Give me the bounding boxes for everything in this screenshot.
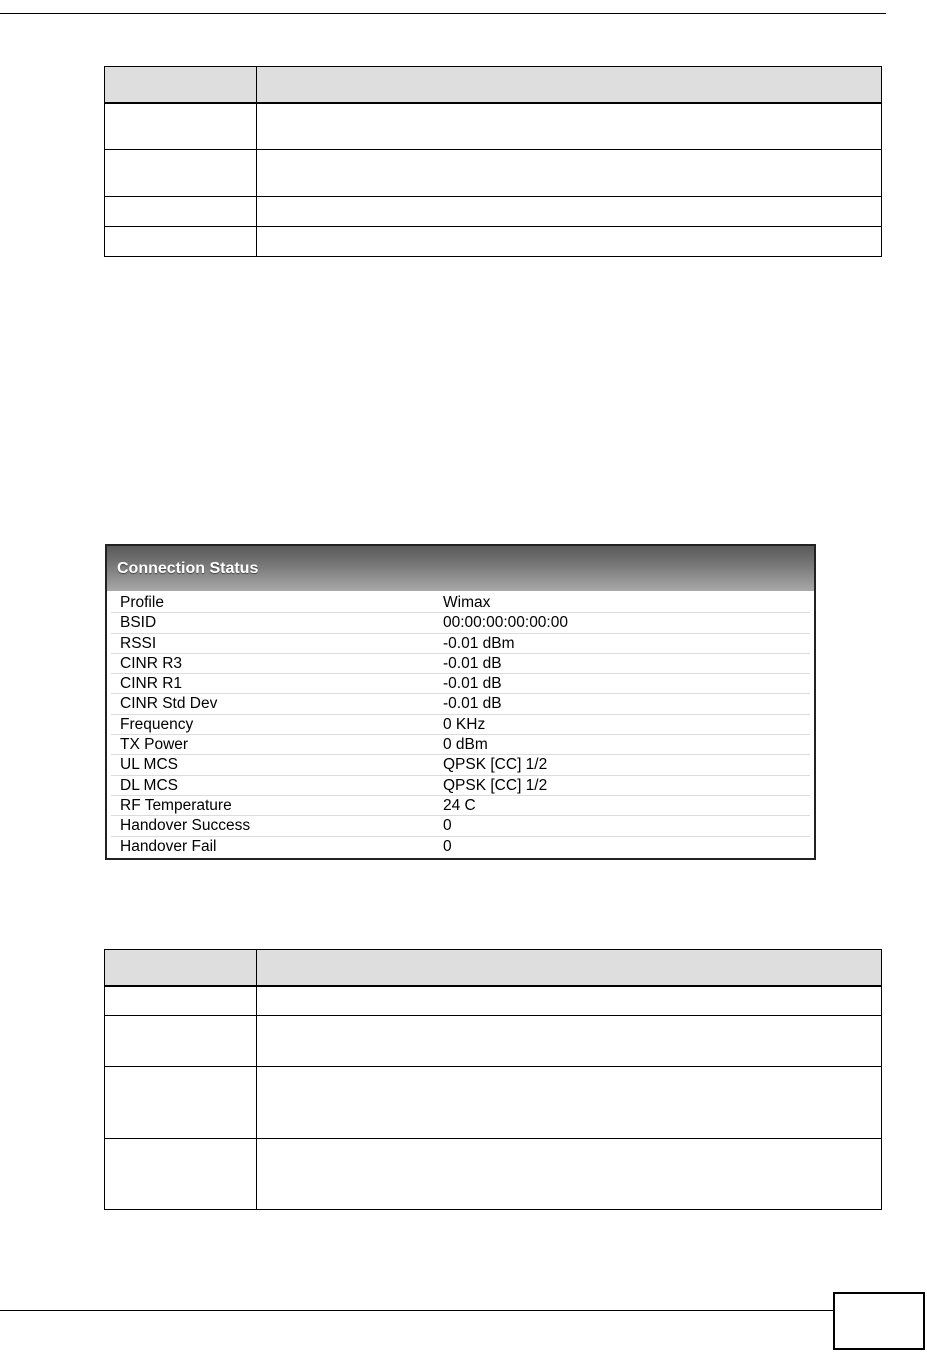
- table-row: [105, 1139, 882, 1210]
- status-label: Handover Fail: [120, 837, 217, 855]
- status-label: UL MCS: [120, 756, 178, 774]
- header-label: [105, 950, 257, 986]
- status-value: 0 KHz: [443, 715, 486, 733]
- table-cell: [105, 103, 257, 150]
- status-value: -0.01 dB: [443, 654, 502, 672]
- status-value: QPSK [CC] 1/2: [443, 776, 548, 794]
- table-row: [105, 150, 882, 197]
- status-list: [111, 593, 810, 857]
- status-label: CINR Std Dev: [120, 695, 218, 713]
- status-row-rf-temperature: [111, 796, 810, 816]
- status-label: BSID: [120, 614, 157, 632]
- footer-rule: [0, 1310, 834, 1311]
- table-cell: [257, 1067, 882, 1139]
- header-rule: [0, 13, 886, 14]
- table-cell: [257, 1139, 882, 1210]
- status-label: RF Temperature: [120, 796, 232, 814]
- status-row-cinr-std-dev: [111, 694, 810, 714]
- status-row-handover-fail: [111, 837, 810, 857]
- status-label: CINR R1: [120, 675, 183, 693]
- status-label: TX Power: [120, 736, 189, 754]
- table-header-row: [105, 950, 882, 986]
- connection-status-panel: [105, 544, 816, 860]
- table-cell: [105, 197, 257, 227]
- header-description: [257, 67, 882, 103]
- status-row-rssi: [111, 634, 810, 654]
- table-row: [105, 227, 882, 257]
- status-value: QPSK [CC] 1/2: [443, 756, 548, 774]
- status-value: 0: [443, 837, 452, 855]
- status-row-cinr-r3: [111, 654, 810, 674]
- header-description: [257, 950, 882, 986]
- table-header-row: [105, 67, 882, 103]
- page-number-box: [833, 1292, 925, 1350]
- table-cell: [257, 227, 882, 257]
- status-value: -0.01 dB: [443, 695, 502, 713]
- status-value: 0 dBm: [443, 736, 488, 754]
- status-value: 00:00:00:00:00:00: [443, 614, 568, 632]
- field-description-table-2: [104, 949, 882, 1210]
- status-label: Handover Success: [120, 817, 251, 835]
- table-row: [105, 197, 882, 227]
- status-label: Profile: [120, 594, 164, 611]
- table-cell: [257, 197, 882, 227]
- status-row-bsid: [111, 613, 810, 633]
- table-cell: [105, 1139, 257, 1210]
- table-cell: [257, 1016, 882, 1067]
- header-label: [105, 67, 257, 103]
- table-cell: [105, 150, 257, 197]
- status-label: RSSI: [120, 634, 157, 652]
- status-label: Frequency: [120, 715, 194, 733]
- table-cell: [105, 1016, 257, 1067]
- status-row-handover-success: [111, 816, 810, 836]
- status-value: 24 C: [443, 796, 476, 814]
- table-row: [105, 986, 882, 1016]
- table-cell: [105, 227, 257, 257]
- status-row-tx-power: [111, 735, 810, 755]
- status-value: Wimax: [443, 594, 491, 611]
- panel-title: Connection Status: [107, 546, 814, 591]
- table-cell: [257, 986, 882, 1016]
- table-row: [105, 103, 882, 150]
- table-cell: [105, 986, 257, 1016]
- table-cell: [105, 1067, 257, 1139]
- status-value: -0.01 dB: [443, 675, 502, 693]
- status-row-cinr-r1: [111, 674, 810, 694]
- status-label: CINR R3: [120, 654, 183, 672]
- status-row-dl-mcs: [111, 776, 810, 796]
- status-row-profile: [111, 593, 810, 613]
- field-description-table-1: [104, 66, 882, 257]
- status-row-ul-mcs: [111, 755, 810, 775]
- status-row-frequency: [111, 715, 810, 735]
- status-label: DL MCS: [120, 776, 178, 794]
- table-row: [105, 1016, 882, 1067]
- status-value: 0: [443, 817, 452, 835]
- table-cell: [257, 103, 882, 150]
- status-value: -0.01 dBm: [443, 634, 515, 652]
- table-cell: [257, 150, 882, 197]
- table-row: [105, 1067, 882, 1139]
